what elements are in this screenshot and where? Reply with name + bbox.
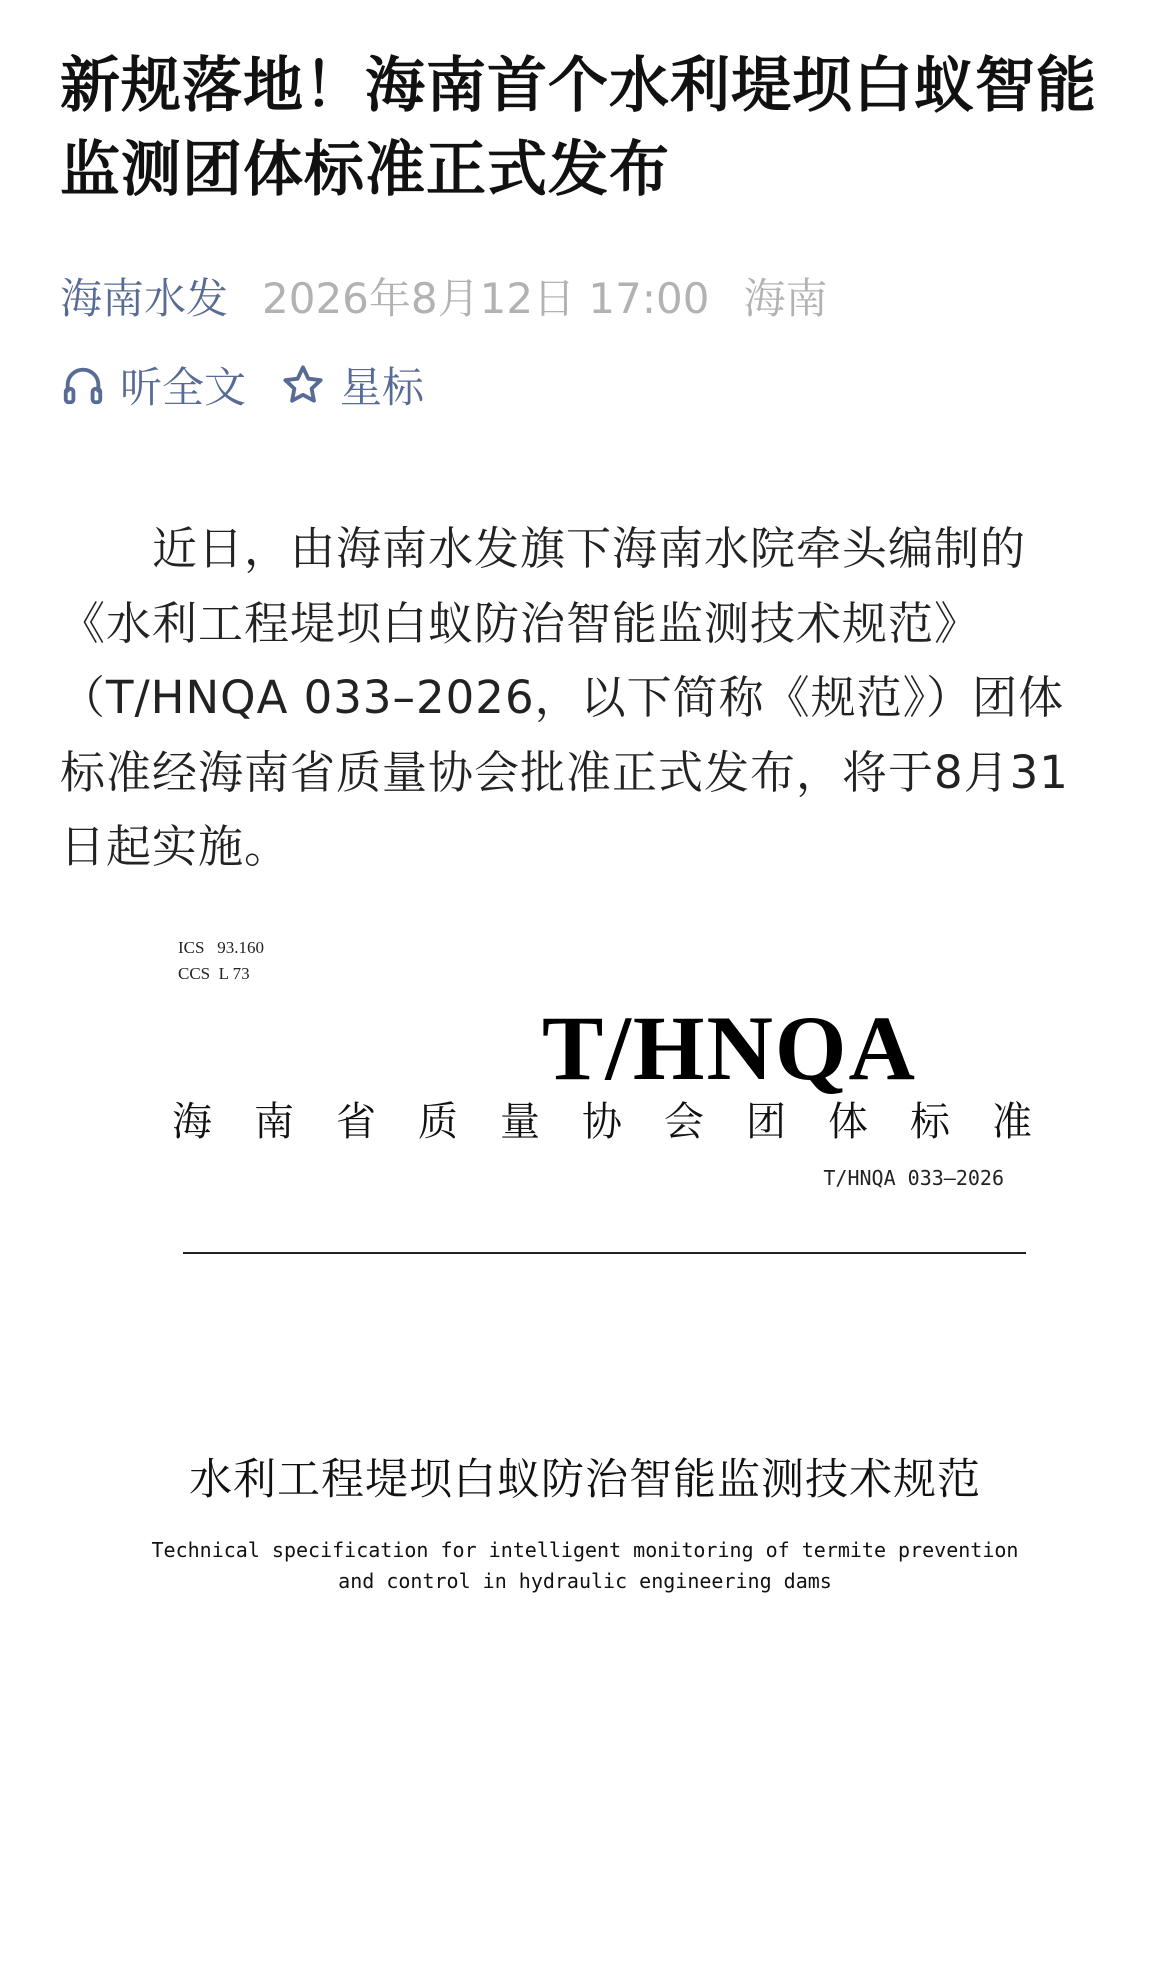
association-char: 海 (172, 1099, 212, 1145)
association-char: 体 (828, 1099, 868, 1145)
article-actions (60, 354, 458, 416)
listen-button[interactable] (60, 355, 246, 415)
article-paragraph: 近日，由海南水发旗下海南水院牵头编制的《水利工程堤坝白蚁防治智能监测技术规范》（T/HNQA 033–2026，以下简称《规范》）团体标准经海南省质量协会批准正式发布，将于8月31日起实施。 (60, 522, 1069, 873)
listen-label: 听全文 (120, 363, 247, 412)
article-title: 新规落地！海南首个水利堤坝白蚁智能监测团体标准正式发布 (60, 51, 1097, 205)
association-char: 南 (254, 1099, 294, 1145)
star-button[interactable] (280, 355, 424, 415)
headphones-icon (60, 362, 106, 408)
ics-code: ICS 93.160 (178, 938, 264, 957)
standard-number: T/HNQA 033—2026 (823, 1166, 1004, 1190)
star-label: 星标 (340, 363, 425, 412)
standard-title-en-line2: and control in hydraulic engineering dams (338, 1569, 832, 1593)
star-outline-icon (280, 362, 326, 408)
association-name (172, 1090, 1032, 1147)
association-char: 量 (500, 1099, 540, 1145)
association-char: 标 (910, 1099, 950, 1145)
account-name-link[interactable]: 海南水发 (60, 274, 229, 323)
association-char: 省 (336, 1099, 376, 1145)
article-meta (60, 266, 827, 326)
association-char: 会 (664, 1099, 704, 1145)
cover-divider (183, 1252, 1026, 1254)
publish-region: 海南 (743, 274, 828, 323)
ccs-code: CCS L 73 (178, 964, 250, 983)
association-char: 准 (992, 1099, 1032, 1145)
association-char: 质 (418, 1099, 458, 1145)
standard-cover-image (0, 900, 1170, 1900)
association-char: 团 (746, 1099, 786, 1145)
publish-datetime: 2026年8月12日 17:00 (262, 274, 710, 323)
standard-title-cn: 水利工程堤坝白蚁防治智能监测技术规范 (189, 1455, 981, 1505)
thnqa-logo: T/HNQA (542, 997, 917, 1099)
association-char: 协 (582, 1099, 622, 1145)
standard-title-en-line1: Technical specification for intelligent monitoring of termite prevention (151, 1538, 1019, 1562)
